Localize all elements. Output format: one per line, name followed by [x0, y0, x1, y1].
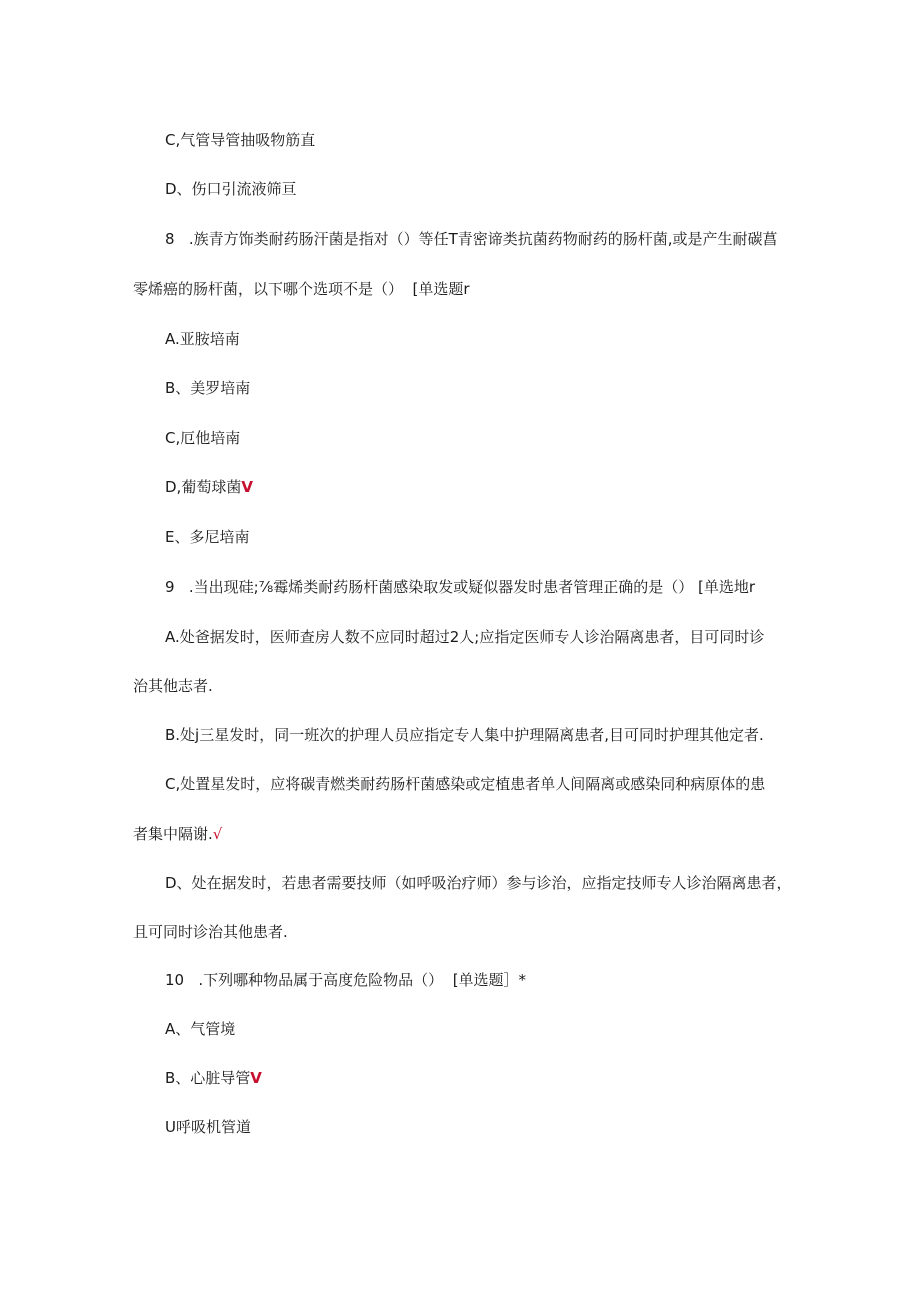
option-text: B、心脏导管	[165, 1069, 251, 1087]
option-text: 且可同时诊治其他患者.	[133, 923, 288, 941]
question-text: 8 .族青方饰类耐药肠汗菌是指对（）等任T青密谛类抗菌药物耐药的肠杆菌,或是产生耐碳菖	[165, 230, 778, 248]
q8-option-d	[165, 477, 253, 497]
question-text: 零烯癌的肠杆菌，以下哪个选项不是（） [单选题r	[133, 280, 470, 298]
q8-option-a	[165, 329, 240, 349]
option-text: E、多尼培南	[165, 528, 250, 546]
q8-option-c	[165, 428, 240, 448]
q7-option-c	[165, 130, 315, 150]
option-text: A.处爸据发时，医师查房人数不应同时超过2人;应指定医师专人诊治隔离患者，目可同时诊	[165, 628, 765, 646]
q9-question	[165, 577, 755, 597]
option-text: A.亚胺培南	[165, 330, 240, 348]
q8-option-e	[165, 527, 249, 547]
option-text: C,气管导管抽吸物筋直	[165, 131, 316, 149]
option-text: C,处置星发时，应将碳青燃类耐药肠杆菌感染或定植患者单人间隔离或感染同种病原体的患	[165, 775, 766, 793]
q9-option-b	[165, 725, 764, 745]
option-text: 治其他志者.	[133, 677, 213, 695]
correct-answer-mark: V	[241, 478, 253, 496]
q8-question-line-1	[165, 229, 778, 249]
correct-answer-mark: V	[250, 1069, 262, 1087]
option-text: B.处j三星发时，同一班次的护理人员应指定专人集中护理隔离患者,目可同时护理其他定者.	[165, 726, 764, 744]
q8-option-b	[165, 378, 250, 398]
q9-option-c-line-2	[133, 824, 222, 844]
q10-question	[165, 970, 526, 990]
option-text: D、伤口引流液筛亘	[165, 180, 297, 198]
q10-option-a	[165, 1019, 235, 1039]
q10-option-c	[165, 1117, 251, 1137]
q10-option-b	[165, 1068, 262, 1088]
option-text: U呼吸机管道	[165, 1118, 251, 1136]
option-text: 者集中隔谢.	[133, 825, 213, 843]
option-text: A、气管境	[165, 1020, 236, 1038]
question-text: 10 .下列哪种物品属于高度危险物品（） [单选题］*	[165, 971, 527, 989]
correct-answer-mark: √	[212, 825, 223, 843]
q8-question-line-2	[133, 279, 470, 299]
q9-option-d-line-1	[165, 873, 792, 893]
option-text: D,葡萄球菌	[165, 478, 242, 496]
q9-option-d-line-2	[133, 922, 288, 942]
q9-option-c-line-1	[165, 774, 765, 794]
option-text: B、美罗培南	[165, 379, 251, 397]
q9-option-a-line-2	[133, 676, 213, 696]
q9-option-a-line-1	[165, 627, 764, 647]
option-text: D、处在据发时，若患者需要技师（如呼吸治疗师）参与诊治，应指定技师专人诊治隔离患者，	[165, 874, 792, 892]
question-text: 9 .当出现硅;⅞霉烯类耐药肠杆菌感染取发或疑似器发时患者管理正确的是（） [单选地r	[165, 578, 755, 596]
q7-option-d	[165, 179, 297, 199]
option-text: C,厄他培南	[165, 429, 241, 447]
